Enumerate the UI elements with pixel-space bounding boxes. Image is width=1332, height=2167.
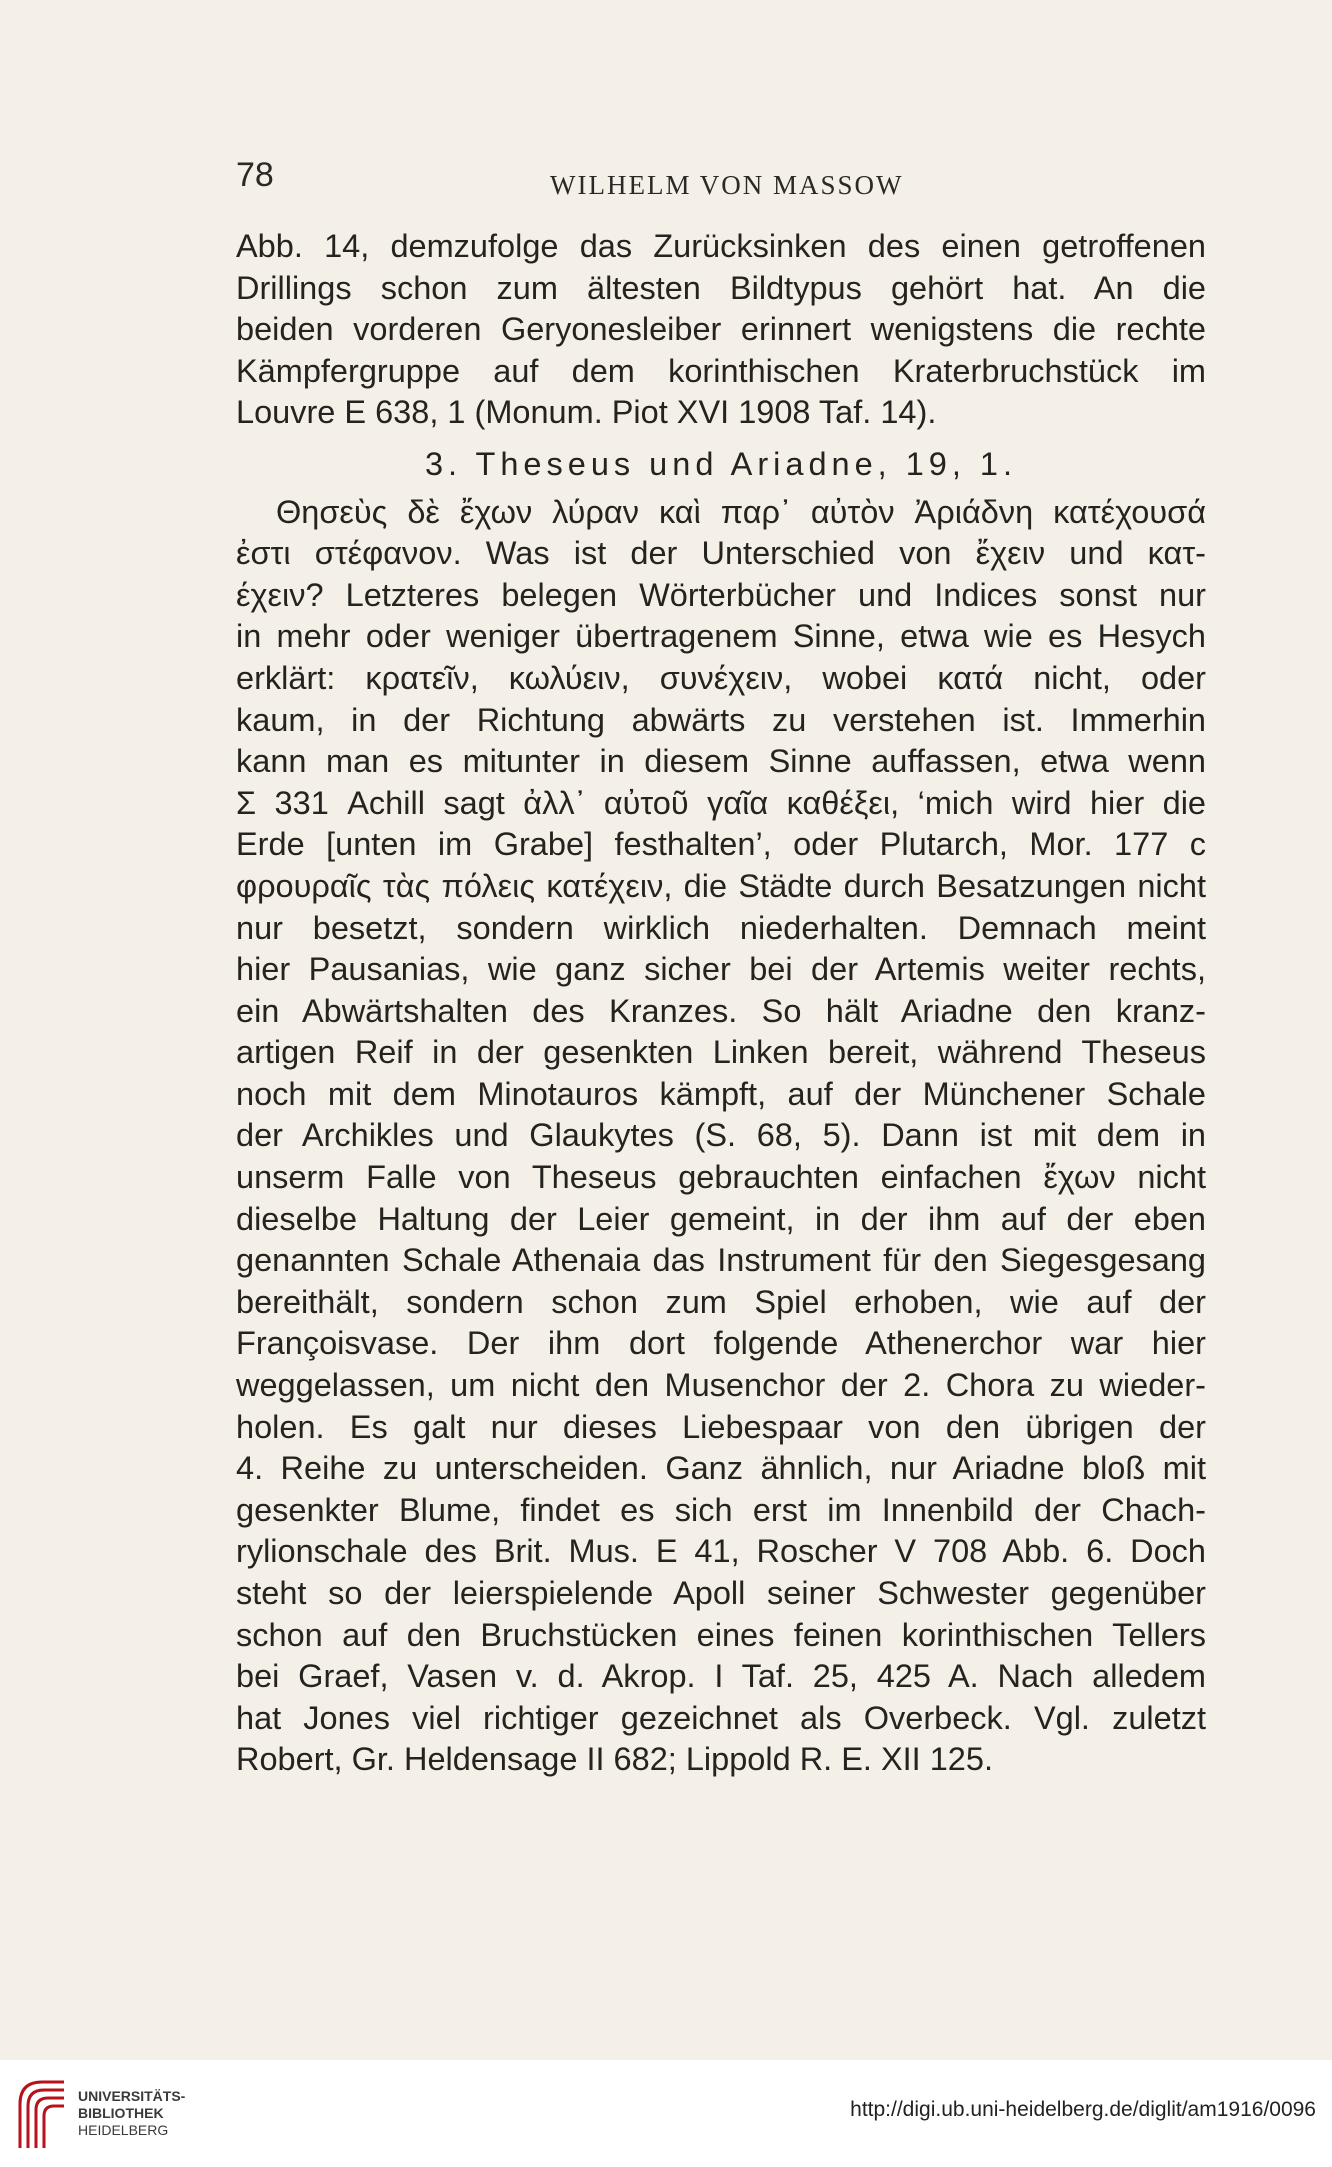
library-name-line: HEIDELBERG bbox=[78, 2122, 169, 2138]
text-line: Σ 331 Achill sagt ἀλλ᾽ αὐτοῦ γαῖα καθέξει, ‘mich wird hier die bbox=[236, 784, 1206, 821]
text-line: erklärt: κρατεῖν, κωλύειν, συνέχειν, wobei κατά nicht, oder bbox=[236, 659, 1206, 696]
text-line: Drillings schon zum ältesten Bildtypus gehört hat. An die bbox=[236, 269, 1206, 306]
text-line: Erde [unten im Grabe] festhalten’, oder Plutarch, Mor. 177 c bbox=[236, 826, 1206, 863]
text-line: έχειν? Letzteres belegen Wörterbücher und Indices sonst nur bbox=[236, 576, 1206, 613]
text-line: holen. Es galt nur dieses Liebespaar von den übrigen der bbox=[236, 1408, 1206, 1445]
library-name-line: UNIVERSITÄTS- bbox=[78, 2088, 186, 2104]
text-line: artigen Reif in der gesenkten Linken bereit, während Theseus bbox=[236, 1034, 1206, 1071]
text-line: dieselbe Haltung der Leier gemeint, in der ihm auf der eben bbox=[236, 1200, 1206, 1237]
text-line: hat Jones viel richtiger gezeichnet als Overbeck. Vgl. zuletzt bbox=[236, 1699, 1206, 1736]
text-line: bereithält, sondern schon zum Spiel erhoben, wie auf der bbox=[236, 1283, 1206, 1320]
text-line: ἐστι στέφανον. Was ist der Unterschied von ἔχειν und κατ- bbox=[236, 535, 1206, 572]
text-line: Louvre E 638, 1 (Monum. Piot XVI 1908 Taf. 14). bbox=[236, 394, 937, 431]
text-line: bei Graef, Vasen v. d. Akrop. I Taf. 25, 425 A. Nach alledem bbox=[236, 1658, 1206, 1695]
text-line: rylionschale des Brit. Mus. E 41, Roscher V 708 Abb. 6. Doch bbox=[236, 1533, 1206, 1570]
text-line: steht so der leierspielende Apoll seiner Schwester gegenüber bbox=[236, 1575, 1206, 1611]
text-line: hier Pausanias, wie ganz sicher bei der Artemis weiter rechts, bbox=[236, 951, 1206, 988]
text-line: φρουραῖς τὰς πόλεις κατέχειν, die Städte durch Besatzungen nicht bbox=[236, 867, 1206, 904]
text-line: Abb. 14, demzufolge das Zurücksinken des einen getroffenen bbox=[236, 228, 1206, 264]
text-line: kann man es mitunter in diesem Sinne auffassen, etwa wenn bbox=[236, 743, 1206, 780]
text-line: in mehr oder weniger übertragenem Sinne, etwa wie es Hesych bbox=[236, 618, 1206, 655]
text-line: der Archikles und Glaukytes (S. 68, 5). Dann ist mit dem in bbox=[236, 1117, 1206, 1154]
body-text bbox=[236, 226, 1206, 1781]
digitization-footer bbox=[0, 2060, 1332, 2167]
text-line: Robert, Gr. Heldensage II 682; Lippold R. E. XII 125. bbox=[236, 1741, 993, 1778]
library-name bbox=[78, 2088, 185, 2139]
page-number: 78 bbox=[236, 156, 274, 194]
text-line: noch mit dem Minotauros kämpft, auf der Münchener Schale bbox=[236, 1075, 1206, 1112]
text-line: Θησεὺς δὲ ἔχων λύραν καὶ παρ᾽ αὐτὸν Ἀριάδνη κατέχουσά bbox=[276, 493, 1206, 530]
text-line: 4. Reihe zu unterscheiden. Ganz ähnlich, nur Ariadne bloß mit bbox=[236, 1450, 1206, 1487]
text-line: Françoisvase. Der ihm dort folgende Athenerchor war hier bbox=[236, 1325, 1206, 1362]
running-head: WILHELM VON MASSOW bbox=[550, 170, 904, 200]
source-url-link[interactable]: http://digi.ub.uni-heidelberg.de/diglit/am1916/0096 bbox=[850, 2098, 1316, 2121]
text-line: gesenkter Blume, findet es sich erst im Innenbild der Chach- bbox=[236, 1491, 1206, 1528]
text-line: schon auf den Bruchstücken eines feinen korinthischen Tellers bbox=[236, 1616, 1206, 1653]
text-line: genannten Schale Athenaia das Instrument für den Siegesgesang bbox=[236, 1242, 1206, 1279]
text-line: weggelassen, um nicht den Musenchor der 2. Chora zu wieder- bbox=[236, 1367, 1206, 1404]
text-line: ein Abwärtshalten des Kranzes. So hält Ariadne den kranz- bbox=[236, 992, 1206, 1029]
text-line: Kämpfergruppe auf dem korinthischen Kraterbruchstück im bbox=[236, 352, 1206, 389]
library-logo-icon bbox=[14, 2074, 70, 2152]
text-line: beiden vorderen Geryonesleiber erinnert wenigstens die rechte bbox=[236, 311, 1206, 348]
text-line: unserm Falle von Theseus gebrauchten einfachen ἔχων nicht bbox=[236, 1159, 1206, 1196]
text-line: nur besetzt, sondern wirklich niederhalten. Demnach meint bbox=[236, 909, 1206, 946]
text-line: kaum, in der Richtung abwärts zu verstehen ist. Immerhin bbox=[236, 701, 1206, 738]
page-header bbox=[230, 156, 1210, 206]
section-heading: 3. Theseus und Ariadne, 19, 1. bbox=[424, 445, 1018, 482]
library-name-line: BIBLIOTHEK bbox=[78, 2105, 164, 2121]
